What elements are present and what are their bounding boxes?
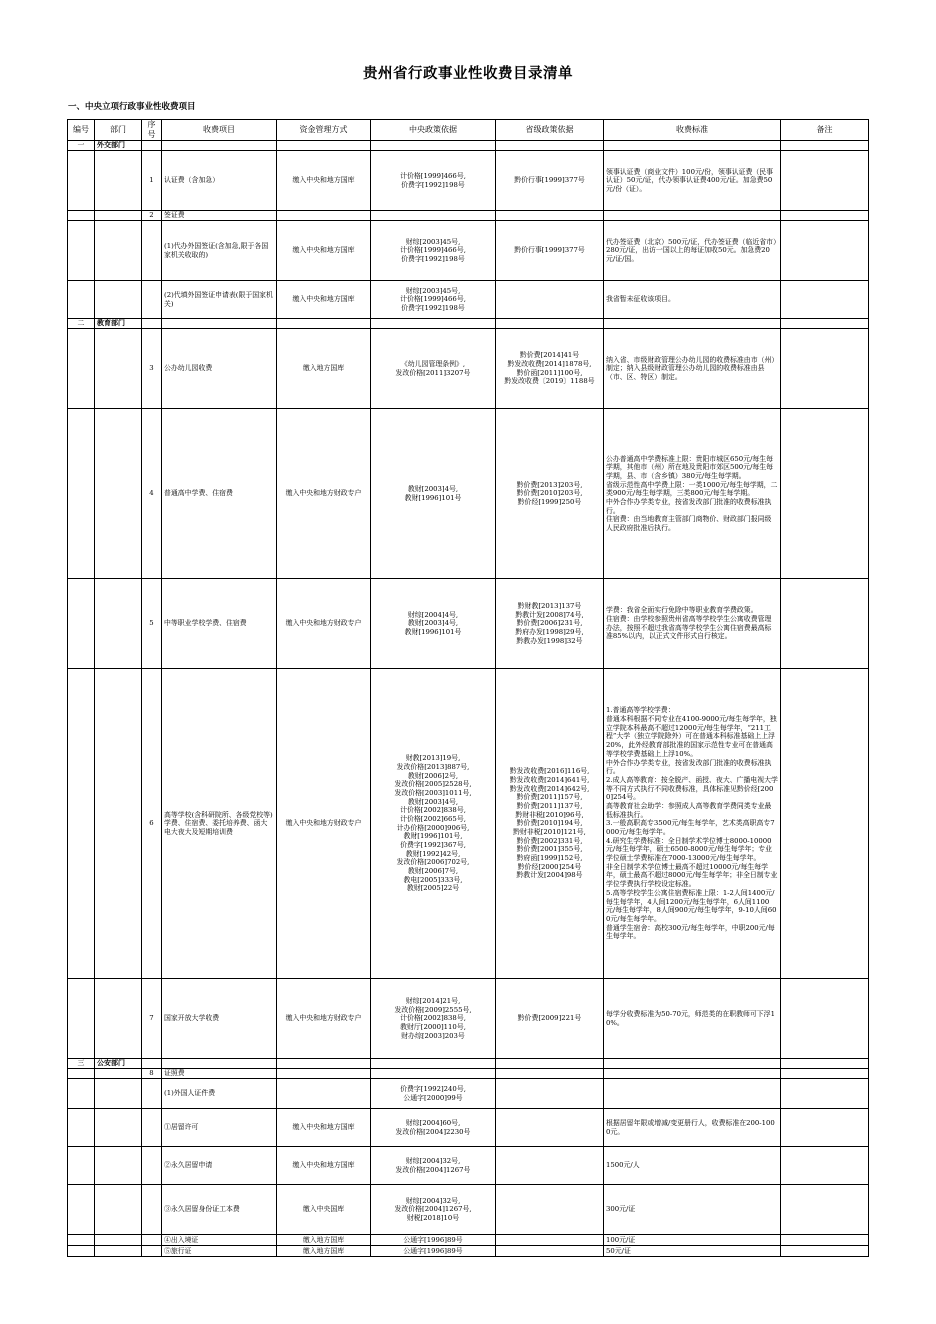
cell-fund-management [277,1079,371,1109]
cell-remarks [781,1059,869,1069]
fee-item-row [68,669,869,979]
cell-fee-standard [604,319,781,329]
cell-provincial-policy [496,281,604,319]
cell-provincial-policy [496,1069,604,1079]
cell-central-policy: 《幼儿园管理条例》, 发改价格[2011]3207号 [371,329,496,409]
cell-central-policy: 财综[2004]32号, 发改价格[2004]1267号 [371,1147,496,1185]
cell-central-policy: 财综[2014]21号, 发改价格[2009]2555号, 计价格[2002]838号, 教财厅[2000]110号, 财办综[2003]203号 [371,979,496,1059]
cell-sequence [142,1185,162,1235]
cell-fee-item [162,319,277,329]
header-cell-provincial-policy: 省级政策依据 [496,120,604,141]
header-cell-sequence: 序号 [142,120,162,141]
cell-central-policy: 公通字[1996]89号 [371,1235,496,1246]
cell-fee-standard [604,211,781,221]
cell-department [95,669,142,979]
cell-fee-standard: 我省暂未征收该项目。 [604,281,781,319]
header-cell-fee-standard: 收费标准 [604,120,781,141]
cell-fund-management: 缴入中央和地方财政专户 [277,669,371,979]
cell-central-policy: 财教[2013]19号, 发改价格[2013]887号, 教财[2006]2号, 发改价格[2005]2528号, 发改价格[2003]1011号, 教财[2003]4号, 计价格[2002]838号, 计价格[2002]665号, 计办价格[2000]906号, 教财[1996]101号, 价费字[1992]367号, 教财[1992]42号, 发改价格[2006]702号, 教财[2006]7号, 教电[2005]333号, 教财[2005]22号 [371,669,496,979]
cell-provincial-policy [496,1185,604,1235]
cell-department [95,151,142,211]
cell-fee-item: ②永久居留申请 [162,1147,277,1185]
cell-provincial-policy [496,141,604,151]
cell-provincial-policy [496,1246,604,1257]
cell-provincial-policy: 黔价费[2013]203号, 黔价费[2010]203号, 黔价经[1999]250号 [496,409,604,579]
cell-fund-management: 缴入中央和地方国库 [277,151,371,211]
cell-central-policy [371,1059,496,1069]
cell-department [95,1109,142,1147]
cell-remarks [781,329,869,409]
cell-fee-standard [604,1069,781,1079]
cell-department [95,281,142,319]
cell-fee-item: ④出入境证 [162,1235,277,1246]
cell-provincial-policy: 黔价费[2009]221号 [496,979,604,1059]
cell-number: 二 [68,319,95,329]
cell-fee-standard: 1500元/人 [604,1147,781,1185]
cell-remarks [781,409,869,579]
cell-provincial-policy [496,211,604,221]
cell-central-policy: 教财[2003]4号, 教财[1996]101号 [371,409,496,579]
header-cell-fee-item: 收费项目 [162,120,277,141]
cell-fee-item: (2)代填外国签证申请表(限于国家机关) [162,281,277,319]
cell-number [68,151,95,211]
cell-number [68,1109,95,1147]
cell-sequence [142,1147,162,1185]
cell-provincial-policy [496,1147,604,1185]
cell-fee-item: (1)代办外国签证(含加急,限于各国家机关收取的) [162,221,277,281]
fee-item-row [68,281,869,319]
cell-remarks [781,281,869,319]
cell-fee-item: 普通高中学费、住宿费 [162,409,277,579]
fee-item-row [68,1246,869,1257]
fee-item-row [68,221,869,281]
cell-remarks [781,1246,869,1257]
cell-number [68,1235,95,1246]
cell-remarks [781,1069,869,1079]
cell-sequence [142,1246,162,1257]
cell-provincial-policy [496,1079,604,1109]
cell-department: 外交部门 [95,141,142,151]
cell-fee-standard: 300元/证 [604,1185,781,1235]
cell-number [68,1185,95,1235]
cell-remarks [781,669,869,979]
cell-sequence: 3 [142,329,162,409]
cell-fee-standard [604,1079,781,1109]
cell-department [95,409,142,579]
cell-central-policy: 计价格[1999]466号, 价费字[1992]198号 [371,151,496,211]
cell-fund-management: 缴入中央和地方财政专户 [277,579,371,669]
section-heading: 一、中央立项行政事业性收费项目 [68,102,196,112]
cell-fund-management [277,1069,371,1079]
cell-sequence [142,1079,162,1109]
fee-item-row [68,1185,869,1235]
cell-fund-management: 缴入地方国库 [277,1235,371,1246]
cell-fee-standard: 纳入省、市级财政管理公办幼儿园的收费标准由市（州）制定；纳入县级财政管理公办幼儿园的收费标准由县（市、区、特区）制定。 [604,329,781,409]
cell-central-policy [371,141,496,151]
cell-sequence [142,141,162,151]
cell-provincial-policy [496,1235,604,1246]
document-title: 贵州省行政事业性收费目录清单 [363,66,573,82]
cell-department [95,1246,142,1257]
cell-number: 三 [68,1059,95,1069]
cell-central-policy: 公通字[1996]89号 [371,1246,496,1257]
cell-fee-standard: 根据居留年限或增减/变更册行人，收费标准在200-1000元。 [604,1109,781,1147]
cell-central-policy: 财综[2003]45号, 计价格[1999]466号, 价费字[1992]198号 [371,221,496,281]
cell-fee-item: ⑤旅行证 [162,1246,277,1257]
cell-remarks [781,579,869,669]
fee-item-row [68,1069,869,1079]
cell-remarks [781,211,869,221]
cell-fund-management: 缴入中央和地方国库 [277,1147,371,1185]
cell-fee-standard: 100元/证 [604,1235,781,1246]
cell-sequence: 8 [142,1069,162,1079]
fee-item-row [68,1147,869,1185]
cell-fund-management: 缴入中央和地方国库 [277,221,371,281]
cell-provincial-policy: 黔价行事[1999]377号 [496,151,604,211]
department-row [68,141,869,151]
cell-fee-standard: 领事认证费（商业文件）100元/份，领事认证费（民事认证）50元/证，代办领事认证费400元/证。加急费50元/份（证）。 [604,151,781,211]
cell-remarks [781,1235,869,1246]
cell-department [95,329,142,409]
header-cell-remarks: 备注 [781,120,869,141]
cell-number [68,579,95,669]
cell-fee-item: (1)外国人证件费 [162,1079,277,1109]
cell-provincial-policy: 黔价行事[1999]377号 [496,221,604,281]
cell-remarks [781,979,869,1059]
cell-sequence: 1 [142,151,162,211]
cell-fee-item: ③永久居留身份证工本费 [162,1185,277,1235]
cell-fee-item: 中等职业学校学费、住宿费 [162,579,277,669]
fee-catalogue-table [67,119,869,1257]
cell-number [68,669,95,979]
fee-item-row [68,579,869,669]
cell-fee-item: 认证费（含加急） [162,151,277,211]
cell-fee-standard: 每学分收费标准为50-70元，师范类的在职教师可下浮10%。 [604,979,781,1059]
cell-central-policy: 财综[2003]45号, 计价格[1999]466号, 价费字[1992]198号 [371,281,496,319]
cell-provincial-policy: 黔发改收费[2016]116号, 黔发改收费[2014]641号, 黔发改收费[2014]642号, 黔价费[2011]157号, 黔价费[2011]137号, 黔财非税[2010]96号, 黔价费[2010]194号, 黔财非税[2010]121号, 黔价费[2002]331号, 黔价费[2001]355号, 黔府函[1999]152号, 黔价经[2000]254号 黔教计发[2004]98号 [496,669,604,979]
cell-fee-standard: 公办普通高中学费标准上限：贵阳市城区650元/每生每学期，其他市（州）所在地及贵阳市郊区500元/每生每学期，县、市（含乡镇）380元/每生每学期。 省级示范性高中学费上限：一类1000元/每生每学期，二类900元/每生每学期，三类800元/每生每学期。 中外合作办学类专业，按省发改部门批准的收费标准执行。 住宿费：由当地教育主管部门商物价、财政部门报同级人民政府批准后执行。 [604,409,781,579]
cell-department [95,211,142,221]
department-row [68,319,869,329]
cell-sequence: 6 [142,669,162,979]
cell-fund-management: 缴入中央和地方国库 [277,281,371,319]
cell-sequence [142,1235,162,1246]
cell-department [95,1069,142,1079]
cell-fund-management: 缴入中央国库 [277,1185,371,1235]
cell-central-policy [371,319,496,329]
cell-number [68,409,95,579]
cell-fee-standard: 学费：我省全面实行免除中等职业教育学费政策。 住宿费：由学校参照贵州省高等学校学生公寓收费管理办法，按照不超过我省高等学校学生公寓住宿费最高标准85%以内，以正式文件形式自行核定。 [604,579,781,669]
cell-provincial-policy: 黔价费[2014]41号 黔发改收费[2014]1878号, 黔价函[2011]100号, 黔发改收费〔2019〕1188号 [496,329,604,409]
cell-central-policy: 财综[2004]4号, 教财[2003]4号, 教财[1996]101号 [371,579,496,669]
cell-fund-management: 缴入中央和地方国库 [277,1109,371,1147]
cell-fund-management: 缴入地方国库 [277,329,371,409]
cell-number [68,329,95,409]
fee-item-row [68,211,869,221]
cell-central-policy: 财综[2004]32号, 发改价格[2004]1267号, 财税[2018]10号 [371,1185,496,1235]
cell-sequence: 2 [142,211,162,221]
header-cell-central-policy: 中央政策依据 [371,120,496,141]
cell-fund-management: 缴入中央和地方财政专户 [277,409,371,579]
cell-department [95,1235,142,1246]
cell-fund-management [277,211,371,221]
cell-central-policy: 价费字[1992]240号, 公通字[2000]99号 [371,1079,496,1109]
cell-department [95,1185,142,1235]
cell-sequence: 5 [142,579,162,669]
cell-remarks [781,151,869,211]
fee-item-row [68,979,869,1059]
header-cell-fund-management: 资金管理方式 [277,120,371,141]
cell-remarks [781,1147,869,1185]
table-header-row [68,120,869,141]
cell-provincial-policy [496,1109,604,1147]
cell-central-policy [371,211,496,221]
cell-number: 一 [68,141,95,151]
fee-item-row [68,1235,869,1246]
cell-central-policy: 财综[2004]60号, 发改价格[2004]2230号 [371,1109,496,1147]
cell-fee-standard [604,141,781,151]
cell-fee-item: 高等学校(含科研院所、各级党校等)学费、住宿费、委托培养费、函大电大夜大及短期培训费 [162,669,277,979]
cell-department: 公安部门 [95,1059,142,1069]
fee-item-row [68,1109,869,1147]
department-row [68,1059,869,1069]
cell-remarks [781,1079,869,1109]
cell-number [68,979,95,1059]
cell-sequence [142,281,162,319]
cell-remarks [781,319,869,329]
cell-remarks [781,141,869,151]
cell-fund-management [277,319,371,329]
header-cell-department: 部门 [95,120,142,141]
cell-fee-item: 签证费 [162,211,277,221]
cell-number [68,1147,95,1185]
cell-number [68,211,95,221]
cell-fee-item: 国家开放大学收费 [162,979,277,1059]
cell-fee-item [162,141,277,151]
cell-central-policy [371,1069,496,1079]
cell-provincial-policy: 黔财教[2013]137号 黔教计发[2008]74号, 黔价费[2006]231号, 黔府办发[1998]29号, 黔教办发[1998]32号 [496,579,604,669]
cell-remarks [781,221,869,281]
cell-number [68,1069,95,1079]
cell-number [68,281,95,319]
cell-fee-item: 公办幼儿园收费 [162,329,277,409]
cell-number [68,1079,95,1109]
cell-fee-item [162,1059,277,1069]
cell-fee-standard: 50元/证 [604,1246,781,1257]
cell-department [95,221,142,281]
cell-fee-standard: 代办签证费（北京）500元/证，代办签证费（临近省市）280元/证，出访一国以上的每证加收50元。加急费20元/证/国。 [604,221,781,281]
cell-provincial-policy [496,1059,604,1069]
cell-remarks [781,1185,869,1235]
cell-department: 教育部门 [95,319,142,329]
cell-fund-management: 缴入中央和地方财政专户 [277,979,371,1059]
cell-department [95,979,142,1059]
cell-number [68,221,95,281]
cell-department [95,1079,142,1109]
cell-department [95,1147,142,1185]
cell-fund-management [277,1059,371,1069]
cell-fund-management: 缴入地方国库 [277,1246,371,1257]
cell-department [95,579,142,669]
cell-number [68,1246,95,1257]
fee-item-row [68,329,869,409]
cell-fund-management [277,141,371,151]
cell-sequence [142,319,162,329]
cell-fee-standard: 1.普通高等学校学费： 普通本科根据不同专业在4100-9000元/每生每学年，独立学院本科最高不超过12000元/每生每学年，“211工程”大学（独立学院除外）可在普通本科标准基础上上浮20%，此外经教育部批准的国家示范性专业可在普通高等学校学费基础上上浮10%。 中外合作办学类专业，按省发改部门批准的收费标准执行。 2.成人高等教育：按全脱产、函授、夜大、广播电视大学等不同方式执行不同收费标准，具体标准见黔价经[2000]254号。 高等教育社会助学：参照成人高等教育学费同类专业最低标准执行。 3.一般高职高专3500元/每生每学年，艺术类高职高专7000元/每生每学年。 4.研究生学费标准：全日制学术学位博士8000-10000元/每生每学年，硕士6500-8000元/每生每学年；专业学位硕士学费标准在7000-13000元/每生每学年。 非全日制学术学位博士最高不超过10000元/每生每学年，硕士最高不超过8000元/每生每学年；非全日制专业学位学费执行学校设定标准。 5.高等学校学生公寓住宿费标准上限：1-2人间1400元/每生每学年，4人间1200元/每生每学年，6人间1100元/每生每学年，8人间900元/每生每学年，9-10人间600元/每生每学年。 普通学生宿舍：高校300元/每生每学年，中职200元/每生每学年。 [604,669,781,979]
cell-sequence [142,1059,162,1069]
cell-provincial-policy [496,319,604,329]
fee-item-row [68,409,869,579]
cell-sequence: 4 [142,409,162,579]
cell-fee-item: 证照费 [162,1069,277,1079]
cell-sequence [142,1109,162,1147]
fee-item-row [68,151,869,211]
cell-sequence: 7 [142,979,162,1059]
cell-fee-standard [604,1059,781,1069]
cell-remarks [781,1109,869,1147]
cell-fee-item: ①居留许可 [162,1109,277,1147]
header-cell-number: 编号 [68,120,95,141]
fee-item-row [68,1079,869,1109]
cell-sequence [142,221,162,281]
